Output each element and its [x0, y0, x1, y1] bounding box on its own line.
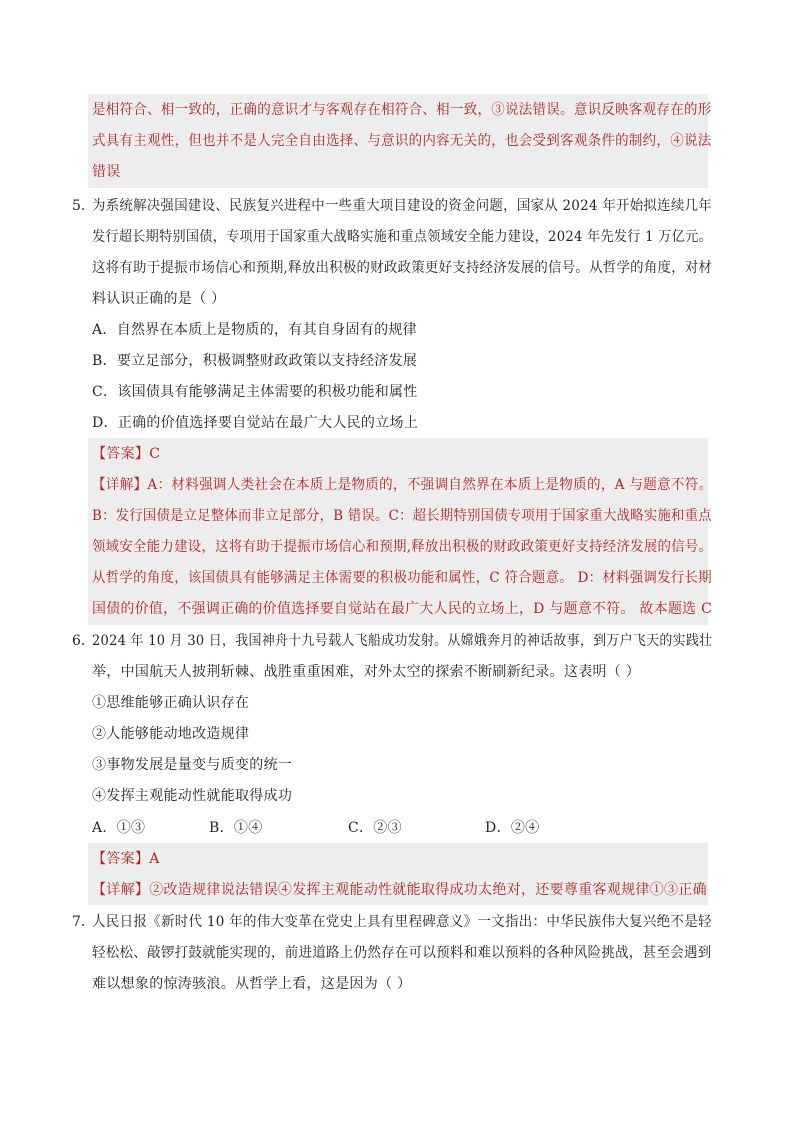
detail-line: B：发行国债是立足整体而非立足部分，B 错误。C：超长期特别国债专项用于国家重大战略实施和重点 [92, 508, 712, 524]
choice-d: D．②④ [485, 820, 540, 836]
choice-a: A．①③ [92, 820, 146, 836]
question-number: 5． [72, 198, 95, 214]
answer-line [92, 444, 160, 464]
carryover-line [92, 131, 712, 151]
statement-1: ①思维能够正确认识存在 [92, 695, 250, 711]
option-d: D．正确的价值选择要自觉站在最广大人民的立场上 [92, 415, 419, 431]
carryover-text: 式具有主观性，但也并不是人完全自由选择、与意识的内容无关的，也会受到客观条件的制约， [92, 133, 671, 149]
detail-line: 领域安全能力建设，这将有助于提振市场信心和预期,释放出积极的财政政策更好支持经济发展的信号。 [92, 539, 713, 555]
carryover-text: ④说法 [670, 133, 712, 149]
detail-line: 从哲学的角度，该国债具有能够满足主体需要的积极功能和属性，C 符合题意。 D：材料强调发行长期 [92, 570, 712, 586]
question-number: 7． [72, 914, 95, 930]
question-stem-line: 为系统解决强国建设、民族复兴进程中一些重大项目建设的资金问题，国家从 2024 年开始拟连续几年 [92, 198, 712, 214]
answer-value: A [149, 851, 160, 867]
detail-line: 国债的价值，不强调正确的价值选择要自觉站在最广大人民的立场上，D 与题意不符。 故本题选 C [92, 601, 713, 617]
question-stem-line: 轻松松、敲锣打鼓就能实现的，前进道路上仍然存在可以预料和难以预料的各种风险挑战，甚至会遇到 [92, 945, 712, 961]
carryover-line [92, 100, 712, 120]
detail-label: 【详解】 [92, 882, 150, 898]
question-stem-line: 人民日报《新时代 10 年的伟大变革在党史上具有里程碑意义》一文指出：中华民族伟大复兴绝不是轻 [92, 914, 712, 930]
question-number: 6． [72, 633, 95, 649]
question-stem-line: 料认识正确的是（ ） [92, 291, 226, 307]
detail-text: A：材料强调人类社会在本质上是物质的，不强调自然界在本质上是物质的，A 与题意不符。 [147, 477, 713, 493]
option-b: B．要立足部分，积极调整财政政策以支持经济发展 [92, 353, 418, 369]
option-c: C．该国债具有能够满足主体需要的积极功能和属性 [92, 384, 418, 400]
statement-2: ②人能够能动地改造规律 [92, 726, 250, 742]
question-stem-line: 举，中国航天人披荆斩棘、战胜重重困难，对外太空的探索不断刷新纪录。这表明（ ） [92, 664, 641, 680]
statement-4: ④发挥主观能动性就能取得成功 [92, 788, 293, 804]
choice-b: B．①④ [209, 820, 263, 836]
statement-3: ③事物发展是量变与质变的统一 [92, 757, 293, 773]
question-stem-line: 这将有助于提振市场信心和预期,释放出积极的财政政策更好支持经济发展的信号。从哲学的角度，对材 [92, 260, 713, 276]
choice-c: C．②③ [348, 820, 402, 836]
question-stem-line: 难以想象的惊涛骇浪。从哲学上看，这是因为（ ） [92, 976, 412, 992]
carryover-line: 错误 [92, 164, 121, 180]
detail-text: ②改造规律说法错误④发挥主观能动性就能取得成功太绝对，还要尊重客观规律①③正确 [149, 882, 707, 898]
detail-line [92, 880, 707, 900]
detail-label: 【详解】 [92, 477, 148, 493]
answer-line [92, 849, 160, 869]
question-stem-line: 发行超长期特别国债，专项用于国家重大战略实施和重点领域安全能力建设，2024 年先发行 1 万亿元。 [92, 229, 712, 245]
detail-line [92, 475, 713, 495]
answer-value: C [149, 446, 161, 462]
question-stem-line: 2024 年 10 月 30 日，我国神舟十九号载人飞船成功发射。从嫦娥奔月的神话故事，到万户飞天的实践壮 [92, 633, 713, 649]
carryover-text: 是相符合、相一致的，正确的意识才与客观存在相符合、相一致， [92, 102, 492, 118]
option-a: A．自然界在本质上是物质的，有其自身固有的规律 [92, 322, 418, 338]
carryover-text: ③说法错误。意识反映客观存在的形 [491, 102, 712, 118]
answer-label: 【答案】 [92, 446, 150, 462]
answer-shade [88, 438, 708, 625]
answer-label: 【答案】 [92, 851, 150, 867]
